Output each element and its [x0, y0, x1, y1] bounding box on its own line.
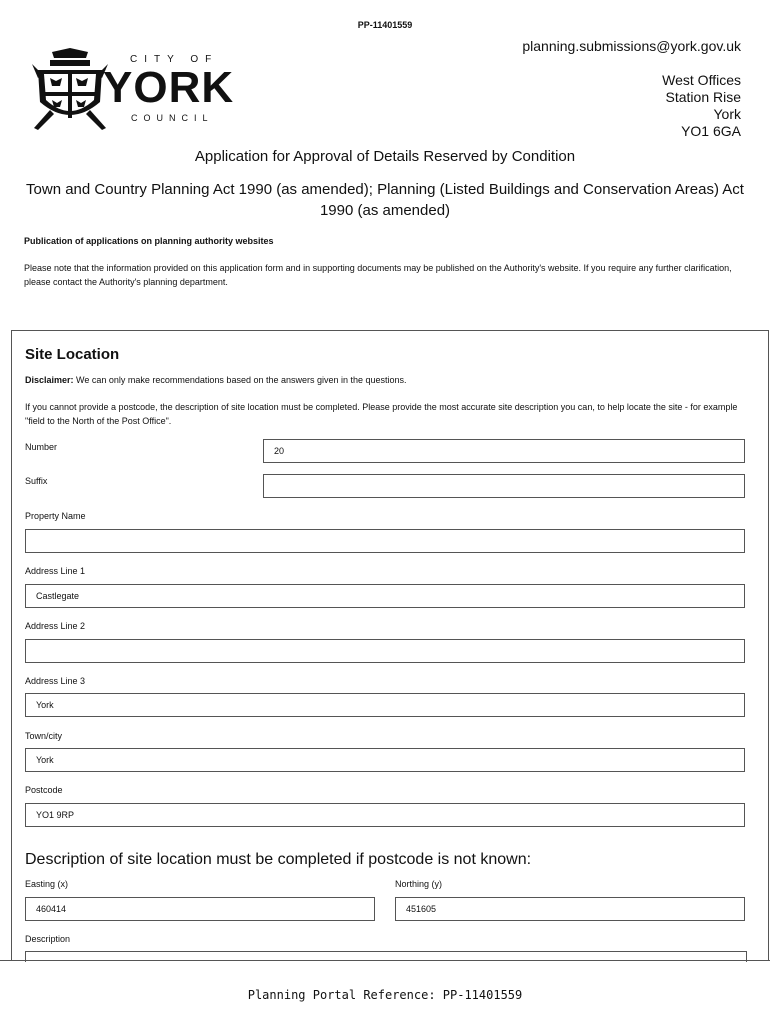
reference-number-top: PP-11401559 — [357, 20, 413, 30]
logo-city-of-text: CITY OF — [130, 54, 219, 65]
northing-label: Northing (y) — [395, 879, 443, 889]
council-address — [662, 72, 741, 140]
logo-council-text: COUNCIL — [131, 113, 214, 123]
description-textarea[interactable] — [25, 951, 747, 962]
description-section-heading: Description of site location must be completed if postcode is not known: — [25, 851, 532, 868]
site-instructions: If you cannot provide a postcode, the description of site location must be completed. Please provide the most accurate site description you can, to help locate the site - for example "field to the North of the Post Office". — [25, 402, 738, 426]
address-line-2-label: Address Line 2 — [25, 621, 86, 631]
publication-text: Please note that the information provided on this application form and in supporting documents may be published on the Authority's website. If you require any further clarification, please contact the Authority's planning department. — [24, 263, 732, 287]
address-line-1-label: Address Line 1 — [25, 566, 86, 576]
address-line: Station Rise — [665, 89, 741, 105]
form-title: Application for Approval of Details Reserved by Condition — [194, 148, 576, 165]
number-label: Number — [25, 442, 58, 452]
suffix-input[interactable] — [263, 474, 745, 498]
site-location-heading: Site Location — [25, 346, 120, 363]
publication-heading: Publication of applications on planning authority websites — [24, 236, 274, 246]
address-line: York — [713, 106, 741, 122]
easting-label: Easting (x) — [25, 879, 69, 889]
description-label: Description — [25, 934, 71, 944]
number-input[interactable]: 20 — [263, 439, 745, 463]
town-city-label: Town/city — [25, 731, 63, 741]
submission-email[interactable]: planning.submissions@york.gov.uk — [522, 38, 741, 54]
postcode-label: Postcode — [25, 785, 63, 795]
address-line-3-input[interactable]: York — [25, 693, 745, 717]
address-line: YO1 6GA — [681, 123, 741, 139]
address-line-3-label: Address Line 3 — [25, 676, 86, 686]
address-line-2-input[interactable] — [25, 639, 745, 663]
address-line: West Offices — [662, 72, 741, 88]
logo-york-text: YORK — [103, 63, 235, 112]
northing-input[interactable]: 451605 — [395, 897, 745, 921]
form-subtitle: Town and Country Planning Act 1990 (as amended); Planning (Listed Buildings and Conservation Areas) Act 1990 (as amended) — [26, 181, 744, 219]
address-line-1-input[interactable]: Castlegate — [25, 584, 745, 608]
disclaimer-label: Disclaimer: — [25, 375, 74, 385]
disclaimer — [25, 373, 407, 387]
disclaimer-text: We can only make recommendations based on the answers given in the questions. — [73, 375, 407, 385]
suffix-label: Suffix — [25, 476, 48, 486]
postcode-input[interactable]: YO1 9RP — [25, 803, 745, 827]
planning-portal-reference-footer: Planning Portal Reference: PP-11401559 — [247, 988, 523, 1002]
property-name-input[interactable] — [25, 529, 745, 553]
easting-input[interactable]: 460414 — [25, 897, 375, 921]
town-city-input[interactable]: York — [25, 748, 745, 772]
property-name-label: Property Name — [25, 511, 86, 521]
